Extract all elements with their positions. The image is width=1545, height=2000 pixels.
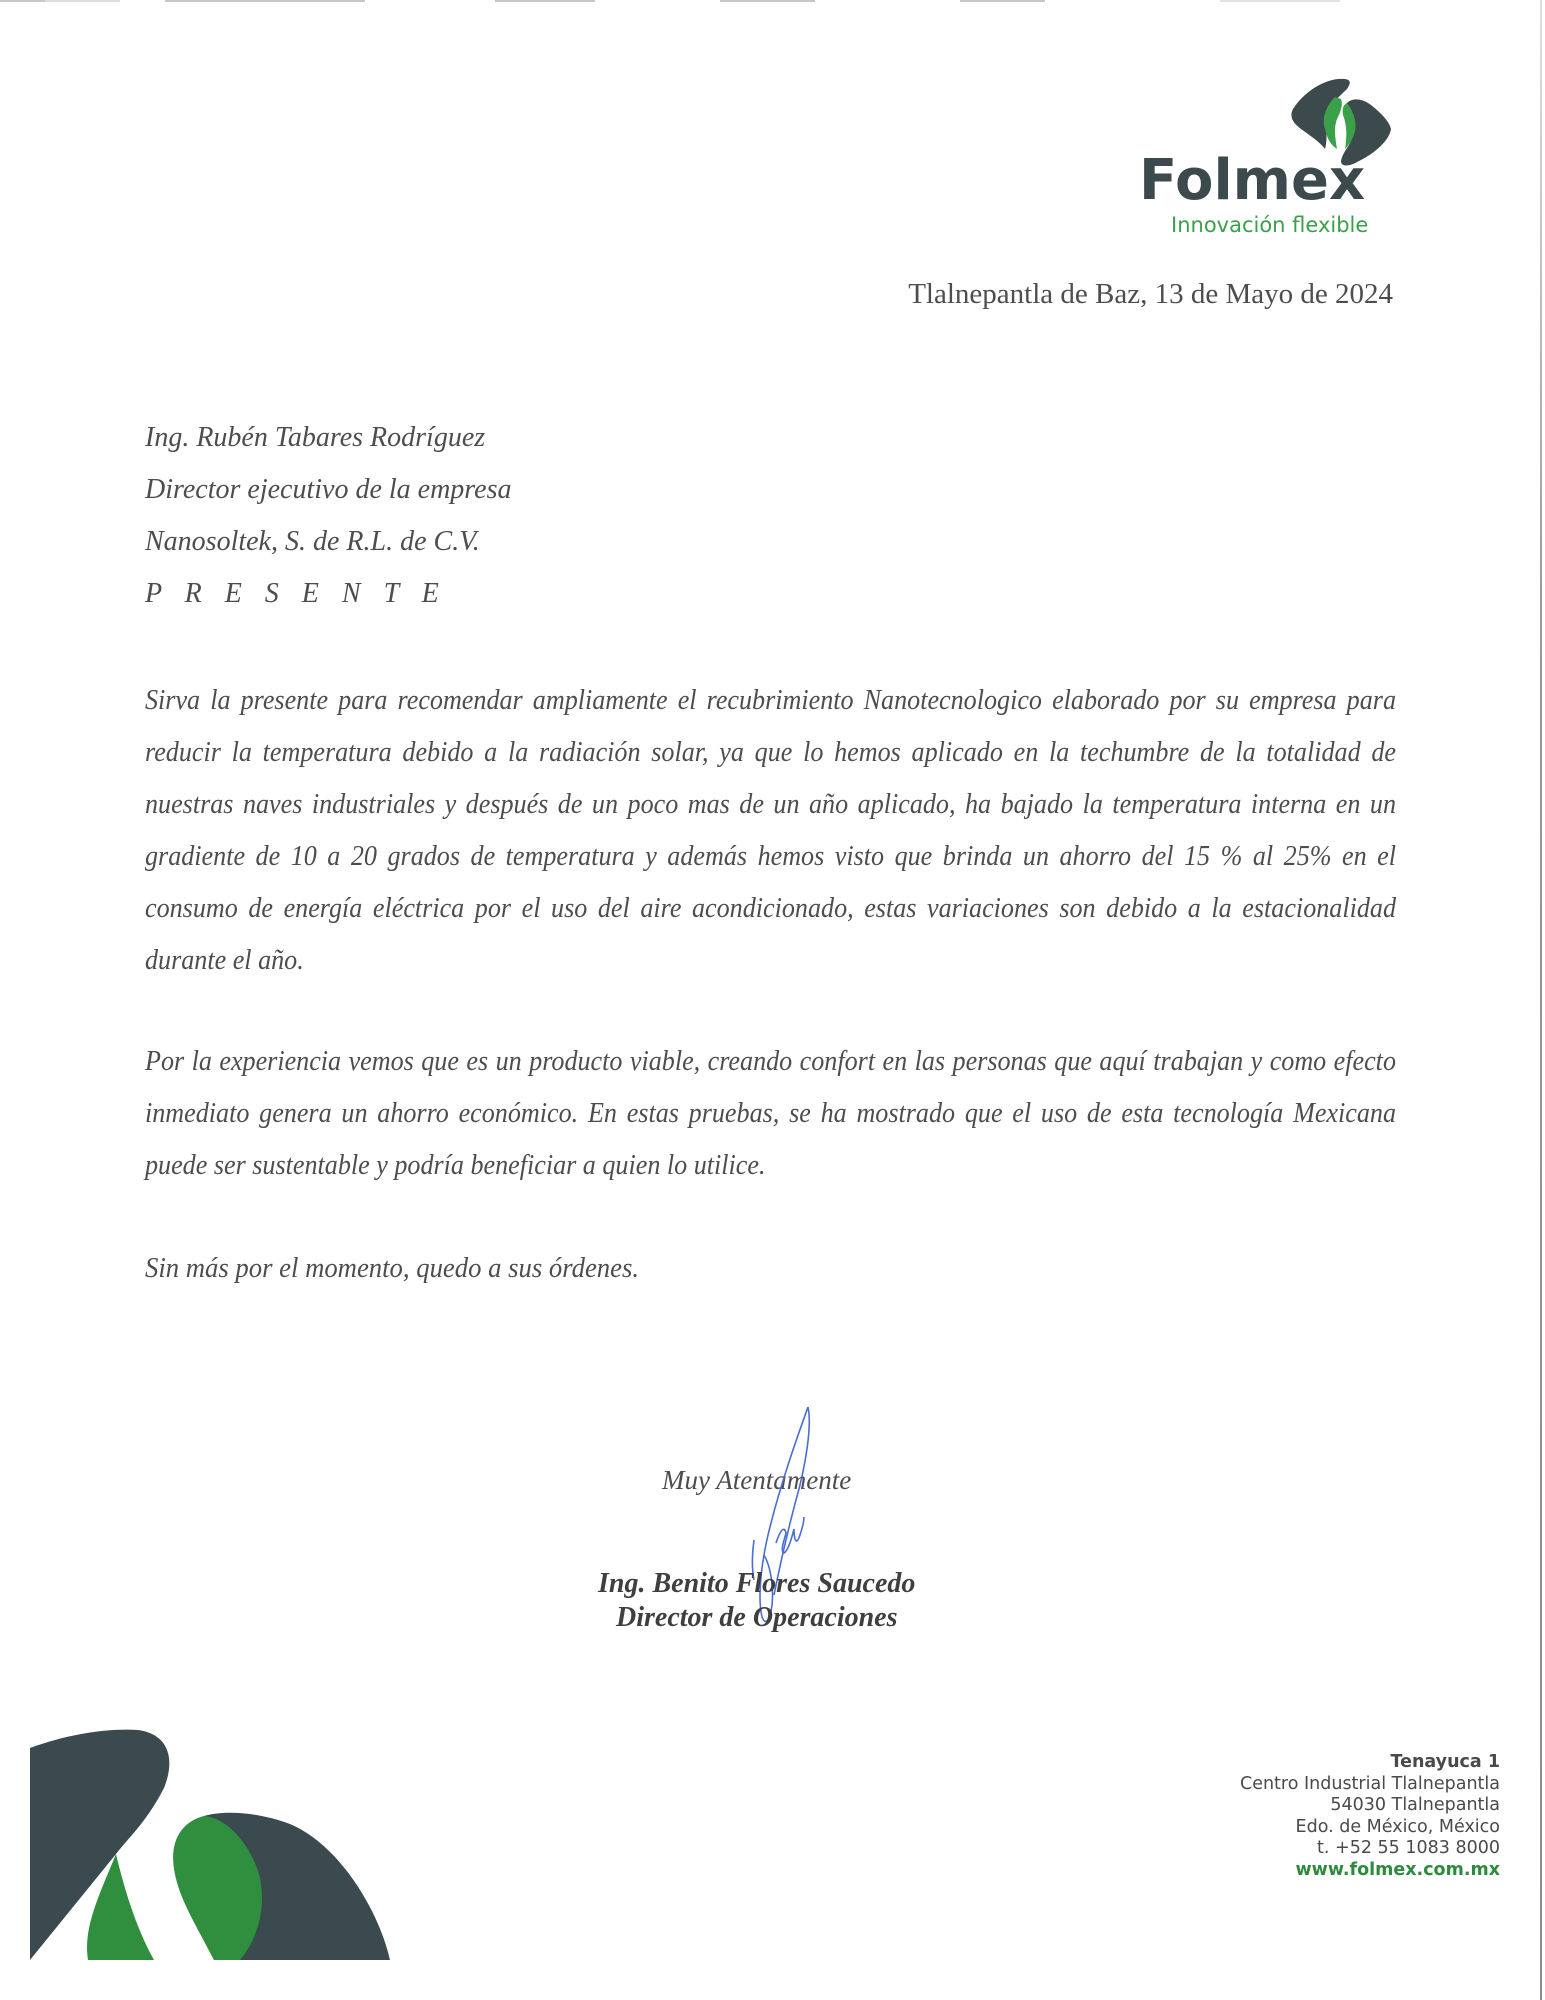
letterhead-logo <box>1135 70 1415 240</box>
address-line: Tenayuca 1 <box>1390 1752 1500 1772</box>
closing-line: Sin más por el momento, quedo a sus órdenes. <box>145 1252 640 1284</box>
address-line: Centro Industrial Tlalnepantla <box>1239 1773 1500 1794</box>
signer-title: Director de Operaciones <box>616 1602 898 1633</box>
handwritten-signature-icon <box>740 1405 840 1635</box>
body-paragraph-1-text: Sirva la presente para recomendar ampliamente el recubrimiento Nanotecnologico elaborado por su empresa para reducir la temperatura debido a la radiación solar, ya que lo hemos aplicado en la techumbre de la totalidad de nuestras naves industriales y después de un poco mas de un año aplicado, ha bajado la temperatura interna en un gradiente de 10 a 20 grados de temperatura y además hemos visto que brinda un ahorro del 15 % al 25% en el consumo de energía eléctrica por el uso del aire acondicionado, estas variaciones son debido a la estacionalidad durante el año. <box>145 684 1396 976</box>
folmex-footer-shape-icon <box>28 1728 393 1960</box>
recipient-company: Nanosoltek, S. de R.L. de C.V. <box>145 526 480 557</box>
phone-line: t. +52 55 1083 8000 <box>1317 1838 1500 1858</box>
scan-right-edge-line <box>1540 0 1542 2000</box>
brand-tagline: Innovación flexible <box>1171 213 1369 237</box>
address-line: 54030 Tlalnepantla <box>1330 1795 1500 1815</box>
recipient-salutation: P R E S E N T E <box>145 578 447 609</box>
signer-name: Ing. Benito Flores Saucedo <box>598 1568 916 1599</box>
body-paragraph-2-text: Por la experiencia vemos que es un producto viable, creando confort en las personas que aquí trabajan y como efecto inmediato genera un ahorro económico. En estas pruebas, se ha mostrado que el uso de esta tecnología Mexicana puede ser sustentable y podría beneficiar a quien lo utilice. <box>145 1045 1396 1181</box>
signature-greeting: Muy Atentamente <box>662 1465 852 1495</box>
brand-name: Folmex <box>1139 148 1366 213</box>
address-line: Edo. de México, México <box>1295 1816 1500 1837</box>
recipient-position: Director ejecutivo de la empresa <box>145 474 512 505</box>
scan-top-edge-marks <box>0 0 1545 4</box>
recipient-name: Ing. Rubén Tabares Rodríguez <box>145 422 486 453</box>
body-paragraph-1 <box>145 674 1395 986</box>
date-line: Tlalnepantla de Baz, 13 de Mayo de 2024 <box>908 278 1393 310</box>
recipient-block <box>145 412 511 620</box>
body-paragraph-2 <box>145 1035 1395 1191</box>
website-link[interactable]: www.folmex.com.mx <box>1295 1859 1500 1880</box>
company-address <box>1240 1752 1500 1881</box>
